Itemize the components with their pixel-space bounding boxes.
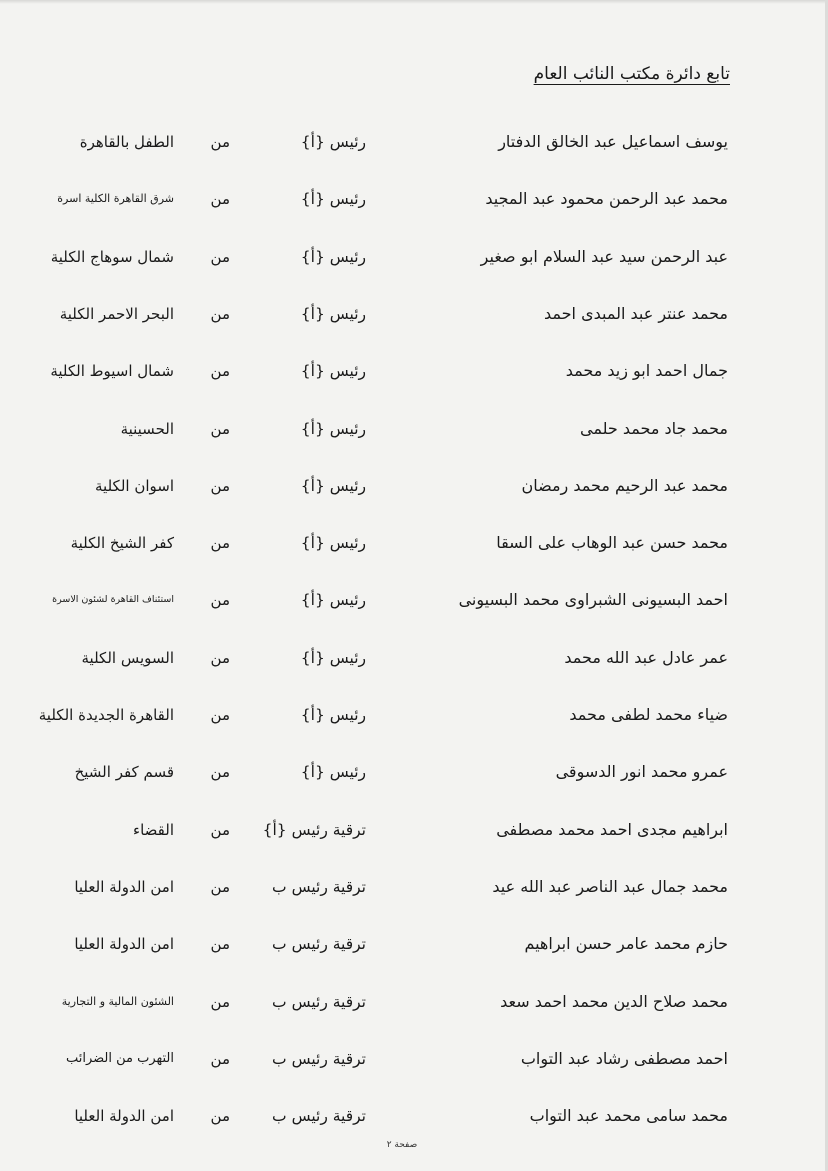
- member-name: عبد الرحمن سيد عبد السلام ابو صغير: [480, 247, 728, 266]
- from-label: من: [210, 477, 230, 495]
- from-label: من: [210, 763, 230, 781]
- from-label: من: [210, 706, 230, 724]
- member-rank: رئيس {أ}: [300, 534, 366, 552]
- member-rank: ترقية رئيس ب: [272, 1107, 366, 1125]
- member-name: محمد سامى محمد عبد التواب: [529, 1106, 728, 1125]
- member-rank: ترقية رئيس {أ}: [262, 821, 366, 839]
- origin-court: امن الدولة العليا: [74, 1107, 174, 1125]
- from-label: من: [210, 534, 230, 552]
- list-item: [0, 924, 828, 964]
- list-item: [0, 122, 828, 162]
- origin-court: البحر الاحمر الكلية: [59, 305, 174, 323]
- member-name: ابراهيم مجدى احمد محمد مصطفى: [496, 820, 728, 839]
- list-item: [0, 1039, 828, 1079]
- list-item: [0, 695, 828, 735]
- origin-court: كفر الشيخ الكلية: [70, 534, 174, 552]
- list-item: [0, 179, 828, 219]
- member-name: محمد حسن عبد الوهاب على السقا: [496, 533, 728, 552]
- member-rank: رئيس {أ}: [300, 420, 366, 438]
- list-item: [0, 409, 828, 449]
- list-item: [0, 580, 828, 620]
- member-rank: رئيس {أ}: [300, 190, 366, 208]
- origin-court: السويس الكلية: [81, 649, 174, 667]
- origin-court: شرق القاهرة الكلية اسرة: [57, 192, 174, 205]
- origin-court: امن الدولة العليا: [74, 935, 174, 953]
- member-name: محمد جمال عبد الناصر عبد الله عيد: [492, 877, 728, 896]
- member-name: محمد صلاح الدين محمد احمد سعد: [500, 992, 728, 1011]
- origin-court: الحسينية: [120, 420, 174, 438]
- origin-court: قسم كفر الشيخ: [74, 763, 174, 781]
- from-label: من: [210, 1050, 230, 1068]
- from-label: من: [210, 190, 230, 208]
- list-item: [0, 982, 828, 1022]
- member-name: احمد مصطفى رشاد عبد التواب: [520, 1049, 728, 1068]
- origin-court: الطفل بالقاهرة: [79, 133, 174, 151]
- page-number: صفحة ٢: [386, 1140, 418, 1150]
- from-label: من: [210, 821, 230, 839]
- from-label: من: [210, 305, 230, 323]
- origin-court: استئناف القاهرة لشئون الاسرة: [52, 594, 174, 605]
- member-name: يوسف اسماعيل عبد الخالق الدفتار: [498, 132, 728, 151]
- member-rank: رئيس {أ}: [300, 477, 366, 495]
- scan-edge: [0, 0, 828, 4]
- list-item: [0, 466, 828, 506]
- from-label: من: [210, 649, 230, 667]
- origin-court: اسوان الكلية: [95, 477, 174, 495]
- list-item: [0, 752, 828, 792]
- list-item: [0, 351, 828, 391]
- member-rank: ترقية رئيس ب: [272, 935, 366, 953]
- member-name: محمد عبد الرحيم محمد رمضان: [521, 476, 728, 495]
- origin-court: امن الدولة العليا: [74, 878, 174, 896]
- origin-court: شمال اسيوط الكلية: [50, 362, 174, 380]
- member-name: محمد عبد الرحمن محمود عبد المجيد: [485, 189, 728, 208]
- member-rank: رئيس {أ}: [300, 248, 366, 266]
- from-label: من: [210, 133, 230, 151]
- member-rank: رئيس {أ}: [300, 649, 366, 667]
- origin-court: شمال سوهاج الكلية: [50, 248, 174, 266]
- member-rank: رئيس {أ}: [300, 362, 366, 380]
- member-rank: رئيس {أ}: [300, 133, 366, 151]
- section-title: تابع دائرة مكتب النائب العام: [533, 64, 730, 84]
- member-name: عمرو محمد انور الدسوقى: [555, 762, 728, 781]
- member-name: احمد البسيونى الشبراوى محمد البسيونى: [458, 590, 728, 609]
- list-item: [0, 867, 828, 907]
- from-label: من: [210, 1107, 230, 1125]
- from-label: من: [210, 420, 230, 438]
- member-rank: رئيس {أ}: [300, 305, 366, 323]
- member-rank: ترقية رئيس ب: [272, 993, 366, 1011]
- member-name: جمال احمد ابو زيد محمد: [565, 361, 728, 380]
- member-name: حازم محمد عامر حسن ابراهيم: [524, 934, 728, 953]
- member-name: محمد عنتر عبد المبدى احمد: [544, 304, 728, 323]
- list-item: [0, 237, 828, 277]
- member-rank: ترقية رئيس ب: [272, 1050, 366, 1068]
- list-item: [0, 638, 828, 678]
- from-label: من: [210, 935, 230, 953]
- from-label: من: [210, 248, 230, 266]
- member-rank: رئيس {أ}: [300, 706, 366, 724]
- from-label: من: [210, 878, 230, 896]
- list-item: [0, 810, 828, 850]
- from-label: من: [210, 993, 230, 1011]
- origin-court: الشئون المالية و التجارية: [61, 995, 174, 1008]
- member-name: محمد جاد محمد حلمى: [579, 419, 728, 438]
- member-name: عمر عادل عبد الله محمد: [564, 648, 728, 667]
- list-item: [0, 294, 828, 334]
- from-label: من: [210, 591, 230, 609]
- member-rank: ترقية رئيس ب: [272, 878, 366, 896]
- origin-court: التهرب من الضرائب: [65, 1051, 174, 1066]
- member-rank: رئيس {أ}: [300, 763, 366, 781]
- member-rank: رئيس {أ}: [300, 591, 366, 609]
- list-item: [0, 523, 828, 563]
- origin-court: القضاء: [133, 821, 174, 839]
- origin-court: القاهرة الجديدة الكلية: [38, 706, 174, 724]
- member-name: ضياء محمد لطفى محمد: [569, 705, 728, 724]
- list-item: [0, 1096, 828, 1136]
- from-label: من: [210, 362, 230, 380]
